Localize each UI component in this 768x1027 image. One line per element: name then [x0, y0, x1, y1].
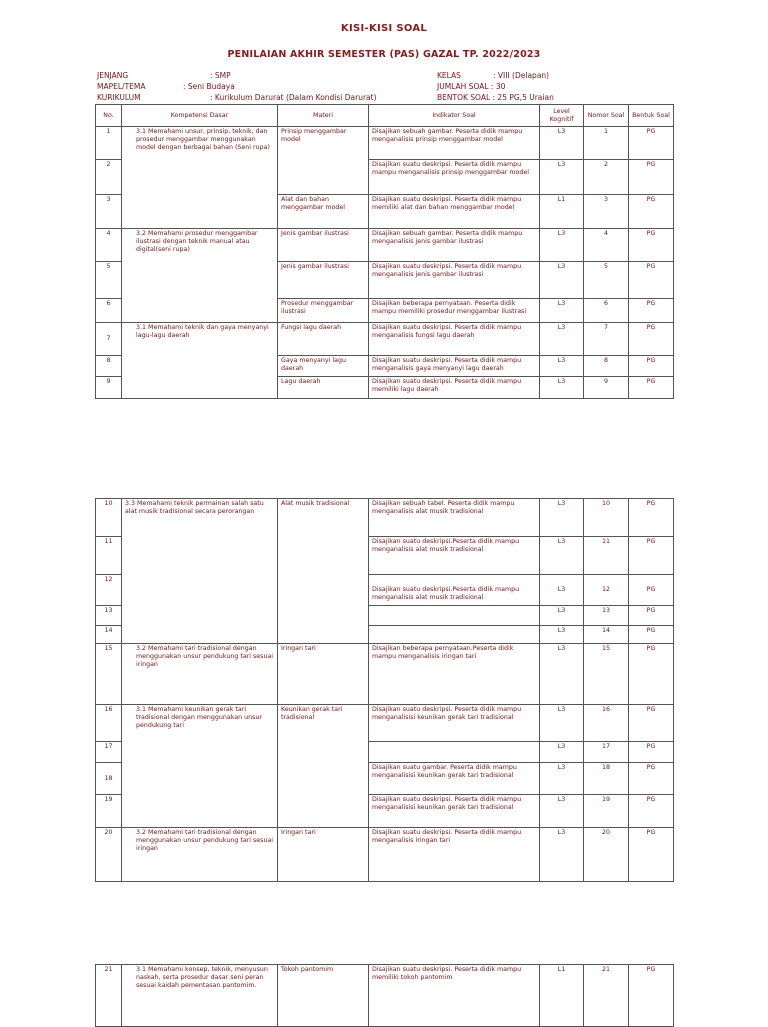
cell-bentuk: PG	[629, 377, 674, 399]
cell-bentuk: PG	[629, 705, 674, 742]
cell-materi: Keunikan gerak tari tradisional	[278, 705, 369, 828]
cell-indikator: Disajikan suatu deskripsi. Peserta didik mampu mampu menganalisis prinsip menggambar model	[369, 160, 540, 195]
cell-bentuk: PG	[629, 160, 674, 195]
cell-kd: 3.3 Memahami teknik permainan salah satu alat musik tradisional secara perorangan	[122, 499, 278, 644]
cell-bentuk: PG	[629, 299, 674, 323]
cell-nomor: 6	[584, 299, 629, 323]
cell-indikator: Disajikan suatu deskripsi. Peserta didik mampu memiliki alat dan bahan menggambar model	[369, 195, 540, 229]
header-bentuk: Bentuk Soal	[629, 105, 674, 127]
meta-jenjang-value: : SMP	[210, 71, 231, 80]
cell-nomor: 21	[584, 965, 629, 1027]
grid-table-3	[95, 964, 674, 1027]
header-indikator: Indikator Soal	[369, 105, 540, 127]
cell-nomor: 20	[584, 828, 629, 882]
cell-bentuk: PG	[629, 323, 674, 356]
cell-level: L3	[540, 828, 584, 882]
cell-level: L3	[540, 127, 584, 160]
cell-bentuk: PG	[629, 763, 674, 795]
cell-no: 17	[96, 742, 122, 763]
cell-level: L1	[540, 195, 584, 229]
cell-indikator: Disajikan beberapa pernyataan.Peserta didik mampu menganalisis iringan tari	[369, 644, 540, 705]
cell-materi: Iringan tari	[278, 828, 369, 882]
cell-no: 14	[96, 626, 122, 644]
cell-level: L3	[540, 742, 584, 763]
cell-indikator: Disajikan suatu gambar. Peserta didik mampu menganalisisi keunikan gerak tari tradisional	[369, 763, 540, 795]
cell-nomor: 8	[584, 356, 629, 377]
cell-indikator: Disajikan suatu deskripsi. Peserta didik mampu menganalisisi keunikan gerak tari tradisional	[369, 795, 540, 828]
cell-nomor: 13	[584, 606, 629, 626]
table-row	[96, 828, 674, 882]
cell-no: 18	[96, 763, 122, 795]
table-row	[96, 644, 674, 705]
cell-kd: 3.1 Memahami konsep, teknik, menyusun naskah, serta prosedur dasar seni peran sesuai kaidah pementasan pantomim.	[122, 965, 278, 1027]
grid-table-1	[95, 104, 674, 399]
doc-title: KISI-KISI SOAL	[340, 23, 428, 34]
cell-no: 7	[96, 323, 122, 356]
meta-kelas-value: : VIII (Delapan)	[493, 71, 550, 80]
header-no: No.	[96, 105, 122, 127]
cell-materi: Alat musik tradisional	[278, 499, 369, 644]
cell-no: 13	[96, 606, 122, 626]
cell-bentuk: PG	[629, 828, 674, 882]
cell-indikator: Disajikan sebuah gambar. Peserta didik mampu menganalisis prinsip menggambar model	[369, 127, 540, 160]
cell-materi: Gaya menyanyi lagu daerah	[278, 356, 369, 377]
cell-bentuk: PG	[629, 795, 674, 828]
cell-nomor: 10	[584, 499, 629, 537]
cell-bentuk: PG	[629, 262, 674, 299]
cell-no: 2	[96, 160, 122, 195]
table-row	[96, 229, 674, 262]
table-row	[96, 127, 674, 160]
cell-bentuk: PG	[629, 626, 674, 644]
cell-no: 9	[96, 377, 122, 399]
cell-bentuk: PG	[629, 356, 674, 377]
header-row	[96, 105, 674, 127]
cell-no: 16	[96, 705, 122, 742]
cell-indikator	[369, 606, 540, 626]
cell-no: 5	[96, 262, 122, 299]
cell-no: 6	[96, 299, 122, 323]
cell-indikator: Disajikan suatu deskripsi. Peserta didik mampu menganalisis fungsi lagu daerah	[369, 323, 540, 356]
header-materi: Materi	[278, 105, 369, 127]
header-level: Level Kognitif	[540, 105, 584, 127]
cell-nomor: 5	[584, 262, 629, 299]
header-nomor: Nomor Soal	[584, 105, 629, 127]
cell-level: L3	[540, 323, 584, 356]
cell-nomor: 15	[584, 644, 629, 705]
cell-no: 3	[96, 195, 122, 229]
meta-kurikulum-value: : Kurikulum Darurat (Dalam Kondisi Darurat)	[210, 93, 377, 102]
cell-materi: Prinsip menggambar model	[278, 127, 369, 195]
meta-bentuk-soal: BENTOK SOAL : 25 PG,5 Uraian	[437, 93, 554, 102]
cell-indikator	[369, 626, 540, 644]
cell-level: L3	[540, 763, 584, 795]
cell-level: L3	[540, 356, 584, 377]
cell-level: L3	[540, 795, 584, 828]
cell-level: L3	[540, 626, 584, 644]
cell-nomor: 9	[584, 377, 629, 399]
meta-kurikulum-label: KURIKULUM	[97, 93, 141, 102]
cell-indikator: Disajikan suatu deskripsi.Peserta didik mampu menganalisis alat musik tradisional	[369, 537, 540, 575]
cell-bentuk: PG	[629, 575, 674, 606]
cell-indikator: Disajikan suatu deskripsi. Peserta didik mampu menganalisis gaya menyanyi lagu daerah	[369, 356, 540, 377]
cell-nomor: 14	[584, 626, 629, 644]
cell-no: 20	[96, 828, 122, 882]
cell-kd: 3.2 Memahami tari tradisional dengan menggunakan unsur pendukung tari sesuai iringan	[122, 644, 278, 705]
cell-indikator: Disajikan suatu deskripsi. Peserta didik mampu memiliki lagu daerah	[369, 377, 540, 399]
cell-level: L1	[540, 965, 584, 1027]
cell-indikator: Disajikan suatu deskripsi. Peserta didik mampu menganalisis iringan tari	[369, 828, 540, 882]
cell-level: L3	[540, 499, 584, 537]
cell-no: 11	[96, 537, 122, 575]
table-row	[96, 965, 674, 1027]
cell-nomor: 1	[584, 127, 629, 160]
cell-materi: Alat dan bahan menggambar model	[278, 195, 369, 229]
table-row	[96, 705, 674, 742]
cell-level: L3	[540, 575, 584, 606]
cell-level: L3	[540, 160, 584, 195]
cell-kd: 3.1 Memahami teknik dan gaya menyanyi lagu-lagu daerah	[122, 323, 278, 399]
cell-bentuk: PG	[629, 499, 674, 537]
cell-level: L3	[540, 606, 584, 626]
header-kd: Kompetensi Dasar	[122, 105, 278, 127]
cell-no: 8	[96, 356, 122, 377]
cell-indikator: Disajikan suatu deskripsi. Peserta didik mampu menganalisisi keunikan gerak tari tradisional	[369, 705, 540, 742]
cell-indikator: Disajikan sebuah gambar. Peserta didik mampu menganalisis jenis gambar ilustrasi	[369, 229, 540, 262]
cell-materi: Prosedur menggambar ilustrasi	[278, 299, 369, 323]
cell-indikator: Disajikan beberapa pernyataan. Peserta didik mampu memiliki prosedur menggambar ilustrasi	[369, 299, 540, 323]
cell-kd: 3.2 Memahami prosedur menggambar ilustrasi dengan teknik manual atau digital(seni rupa)	[122, 229, 278, 323]
cell-nomor: 3	[584, 195, 629, 229]
cell-indikator: Disajikan sebuah tabel. Peserta didik mampu menganalisis alat musik tradisional	[369, 499, 540, 537]
meta-jumlah-soal: JUMLAH SOAL : 30	[437, 82, 506, 91]
cell-bentuk: PG	[629, 644, 674, 705]
meta-mapel-label: MAPEL/TEMA	[97, 82, 146, 91]
cell-materi: Fungsi lagu daerah	[278, 323, 369, 356]
cell-indikator: Disajikan suatu deskripsi. Peserta didik mampu menganalisis jenis gambar ilustrasi	[369, 262, 540, 299]
cell-nomor: 12	[584, 575, 629, 606]
cell-no: 4	[96, 229, 122, 262]
cell-level: L3	[540, 262, 584, 299]
cell-no: 15	[96, 644, 122, 705]
cell-level: L3	[540, 644, 584, 705]
cell-no: 10	[96, 499, 122, 537]
cell-bentuk: PG	[629, 965, 674, 1027]
cell-nomor: 11	[584, 537, 629, 575]
cell-nomor: 7	[584, 323, 629, 356]
meta-mapel-value: : Seni Budaya	[183, 82, 235, 91]
meta-kelas-label: KELAS	[437, 71, 461, 80]
cell-level: L3	[540, 299, 584, 323]
cell-nomor: 17	[584, 742, 629, 763]
cell-materi: Lagu daerah	[278, 377, 369, 399]
cell-no: 1	[96, 127, 122, 160]
cell-level: L3	[540, 229, 584, 262]
doc-subtitle: PENILAIAN AKHIR SEMESTER (PAS) GAZAL TP. 2022/2023	[227, 49, 541, 60]
cell-bentuk: PG	[629, 127, 674, 160]
cell-indikator: Disajikan suatu deskripsi.Peserta didik mampu menganalisis alat musik tradisional	[369, 575, 540, 606]
cell-nomor: 2	[584, 160, 629, 195]
table-row	[96, 499, 674, 537]
grid-table-2	[95, 498, 674, 882]
cell-nomor: 19	[584, 795, 629, 828]
cell-indikator	[369, 742, 540, 763]
cell-no: 19	[96, 795, 122, 828]
cell-kd: 3.1 Memahami unsur, prinsip, teknik, dan prosedur menggambar menggunakan model dengan berbagai bahan (Seni rupa)	[122, 127, 278, 229]
cell-bentuk: PG	[629, 195, 674, 229]
cell-materi: Tokoh pantomim	[278, 965, 369, 1027]
cell-level: L3	[540, 377, 584, 399]
cell-level: L3	[540, 705, 584, 742]
cell-bentuk: PG	[629, 537, 674, 575]
cell-nomor: 16	[584, 705, 629, 742]
cell-materi: Iringan tari	[278, 644, 369, 705]
cell-kd: 3.1 Memahami keunikan gerak tari tradisional dengan menggunakan unsur pendukung tari	[122, 705, 278, 828]
cell-indikator: Disajikan suatu deskripsi. Peserta didik mampu memiliki tokoh pantomim	[369, 965, 540, 1027]
cell-bentuk: PG	[629, 229, 674, 262]
cell-no: 12	[96, 575, 122, 606]
cell-materi: Jenis gambar ilustrasi	[278, 262, 369, 299]
cell-materi: Jenis gambar ilustrasi	[278, 229, 369, 262]
cell-bentuk: PG	[629, 742, 674, 763]
cell-nomor: 18	[584, 763, 629, 795]
cell-nomor: 4	[584, 229, 629, 262]
meta-jenjang-label: JENJANG	[97, 71, 129, 80]
cell-level: L3	[540, 537, 584, 575]
cell-bentuk: PG	[629, 606, 674, 626]
cell-no: 21	[96, 965, 122, 1027]
table-row	[96, 323, 674, 356]
cell-kd: 3.2 Memahami tari tradisional dengan menggunakan unsur pendukung tari sesuai iringan	[122, 828, 278, 882]
